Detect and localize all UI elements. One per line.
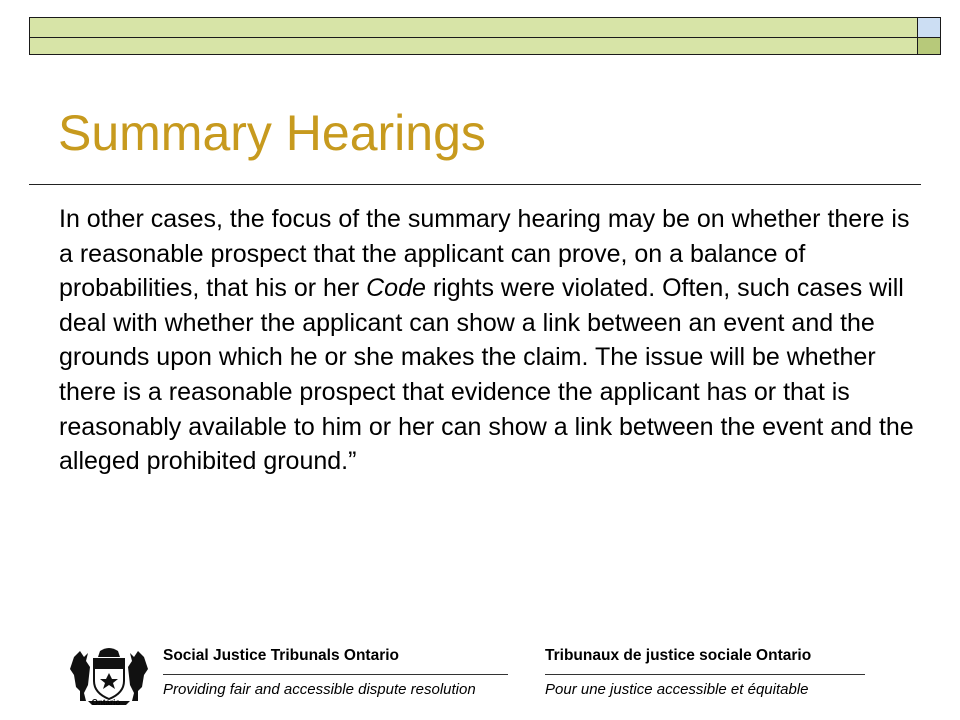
org-french xyxy=(545,646,865,699)
org-french-name: Tribunaux de justice sociale Ontario xyxy=(545,647,812,664)
slide-body xyxy=(59,202,919,479)
org-french-divider xyxy=(545,674,865,675)
org-english-divider xyxy=(163,674,508,675)
org-english-name: Social Justice Tribunals Ontario xyxy=(163,647,400,664)
org-english xyxy=(163,646,513,699)
org-english-tagline: Providing fair and accessible dispute resolution xyxy=(163,681,476,698)
header-bar-top xyxy=(29,17,918,38)
title-divider xyxy=(29,184,921,185)
header-square-top xyxy=(917,17,941,38)
body-text-emphasis: Code xyxy=(366,274,426,303)
org-french-tagline: Pour une justice accessible et équitable xyxy=(545,681,809,698)
header-bar-bottom xyxy=(29,38,918,55)
slide-title: Summary Hearings xyxy=(58,105,486,161)
body-text-part1: In other cases, the focus of the summary hearing may be on whether there is a reasonable prospect that the applicant can prove, on a balance of probabilities, that his or her xyxy=(59,205,910,303)
body-paragraph xyxy=(59,202,919,479)
footer xyxy=(0,640,960,720)
header-square-bottom xyxy=(917,38,941,55)
crest-label: Ontario xyxy=(91,698,121,707)
body-text-part2: rights were violated. Often, such cases will deal with whether the applicant can show a link between an event and the grounds upon which he or she makes the claim. The issue will be whether there is a reasonable prospect that evidence the applicant has or that is reasonably available to him or her can show a link between the event and the alleged prohibited ground.” xyxy=(59,274,914,476)
